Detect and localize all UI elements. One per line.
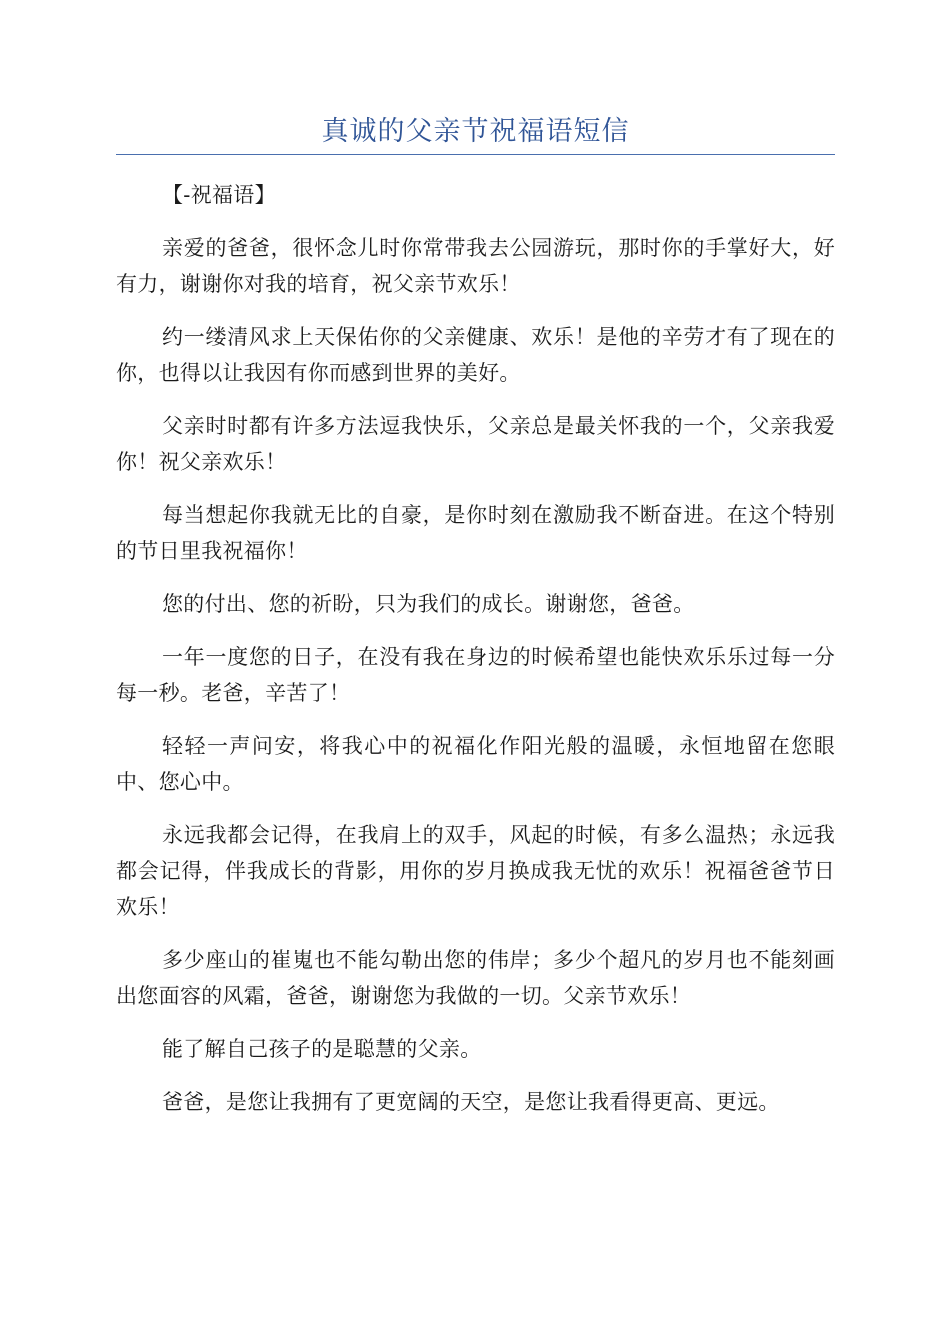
document-body: [116, 177, 835, 1137]
paragraph: 能了解自己孩子的是聪慧的父亲。: [162, 1037, 482, 1061]
paragraph: 一年一度您的日子，在没有我在身边的时候希望也能快欢乐乐过每一分每一秒。老爸，辛苦了！: [116, 645, 835, 705]
paragraph: 永远我都会记得，在我肩上的双手，风起的时候，有多么温热；永远我都会记得，伴我成长的背影，用你的岁月换成我无忧的欢乐！祝福爸爸节日欢乐！: [116, 823, 835, 919]
title-underline: [116, 154, 835, 155]
section-label: 【-祝福语】: [162, 183, 276, 207]
paragraph: 父亲时时都有许多方法逗我快乐，父亲总是最关怀我的一个，父亲我爱你！祝父亲欢乐！: [116, 414, 835, 474]
paragraph: 您的付出、您的祈盼，只为我们的成长。谢谢您，爸爸。: [162, 592, 695, 616]
paragraph: 多少座山的崔嵬也不能勾勒出您的伟岸；多少个超凡的岁月也不能刻画出您面容的风霜，爸爸，谢谢您为我做的一切。父亲节欢乐！: [116, 948, 835, 1008]
paragraph: 亲爱的爸爸，很怀念儿时你常带我去公园游玩，那时你的手掌好大，好有力，谢谢你对我的培育，祝父亲节欢乐！: [116, 236, 835, 296]
paragraph: 爸爸，是您让我拥有了更宽阔的天空，是您让我看得更高、更远。: [162, 1090, 780, 1114]
paragraph: 每当想起你我就无比的自豪，是你时刻在激励我不断奋进。在这个特别的节日里我祝福你！: [116, 503, 835, 563]
paragraph: 约一缕清风求上天保佑你的父亲健康、欢乐！是他的辛劳才有了现在的你，也得以让我因有你而感到世界的美好。: [116, 325, 835, 385]
document-title: 真诚的父亲节祝福语短信: [321, 116, 630, 147]
paragraph: 轻轻一声问安，将我心中的祝福化作阳光般的温暖，永恒地留在您眼中、您心中。: [116, 734, 835, 794]
